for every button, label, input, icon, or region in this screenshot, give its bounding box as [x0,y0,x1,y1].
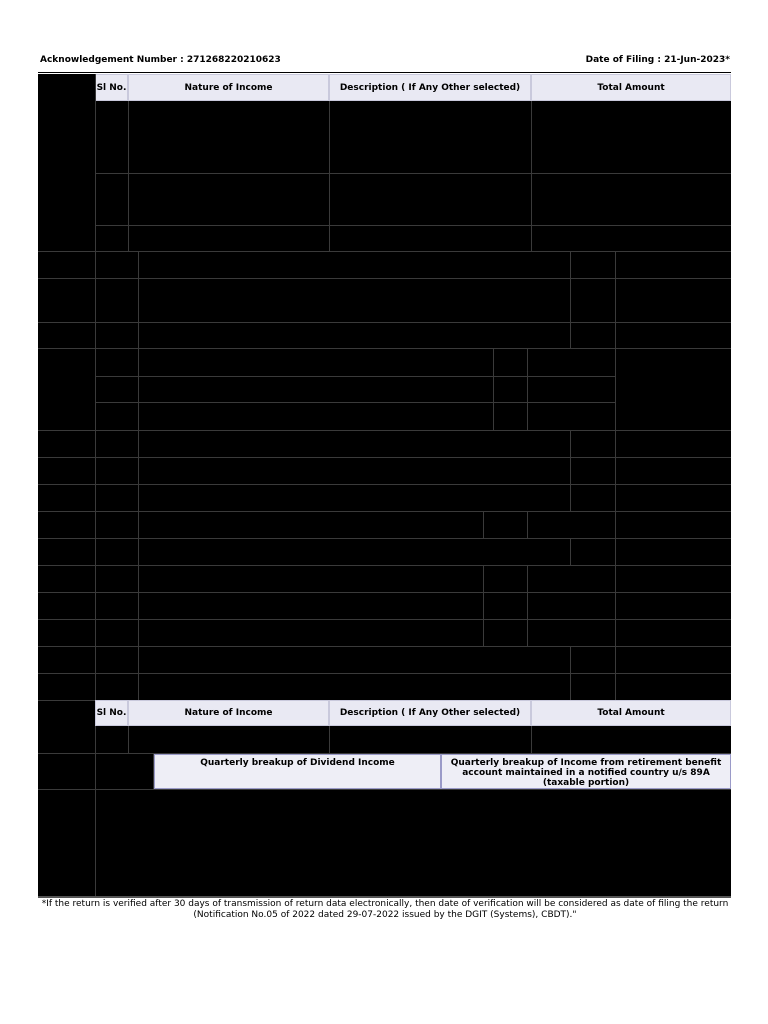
row-divider [38,673,731,674]
date-of-filing: Date of Filing : 21-Jun-2023* [585,55,730,65]
column-divider [570,251,571,323]
table2-header-nature: Nature of Income [128,700,329,726]
header-divider [38,72,731,73]
row-divider [38,278,731,279]
table1-divider [531,101,532,251]
left-column-divider [95,74,96,897]
table2-header-total-amount: Total Amount [531,700,731,726]
column-divider [570,538,571,565]
table1-header-sl-no: Sl No. [95,74,128,101]
table1-header-total-amount: Total Amount [531,74,731,101]
row-divider [38,348,731,349]
table1-divider [329,101,330,251]
footnote: *If the return is verified after 30 days of transmission of return data electronically, then date of verification will be considered as date of filing the return (Notification No.05 of 2022 dated 29-07-2022 issued by the DGIT (Systems), CBDT)." [41,899,729,920]
column-divider [570,646,571,700]
quarterly-retirement-header: Quarterly breakup of Income from retirement benefit account maintained in a notified country u/s 89A (taxable portion) [441,754,731,789]
row-divider [38,565,731,566]
row-divider [95,402,615,403]
table1-header-nature: Nature of Income [128,74,329,101]
table2-header-description: Description ( If Any Other selected) [329,700,531,726]
table2-header-sl-no: Sl No. [95,700,128,726]
row-divider [38,511,731,512]
row-divider [38,789,731,790]
column-divider [570,322,571,348]
footer-divider [38,896,731,898]
row-divider [38,538,731,539]
column-divider [615,251,616,700]
table1-row-divider [95,173,731,174]
column-divider [483,511,484,538]
column-divider [570,430,571,511]
quarterly-dividend-header: Quarterly breakup of Dividend Income [154,754,441,789]
table2-divider [329,726,330,753]
row-divider [95,376,615,377]
table2-divider [531,726,532,753]
row-divider [38,430,731,431]
column-divider [527,348,528,430]
table1-row-divider [95,225,731,226]
column-divider [527,511,528,538]
table1-divider [128,101,129,251]
column-divider [138,251,139,700]
row-divider [38,457,731,458]
row-divider [38,484,731,485]
row-divider [38,592,731,593]
row-divider [38,619,731,620]
table2-divider [128,726,129,753]
column-divider [483,565,484,646]
column-divider [493,348,494,430]
row-divider [38,251,731,252]
column-divider [527,565,528,646]
row-divider [38,646,731,647]
row-divider [38,322,731,323]
table1-header-description: Description ( If Any Other selected) [329,74,531,101]
acknowledgement-number: Acknowledgement Number : 271268220210623 [40,55,281,65]
